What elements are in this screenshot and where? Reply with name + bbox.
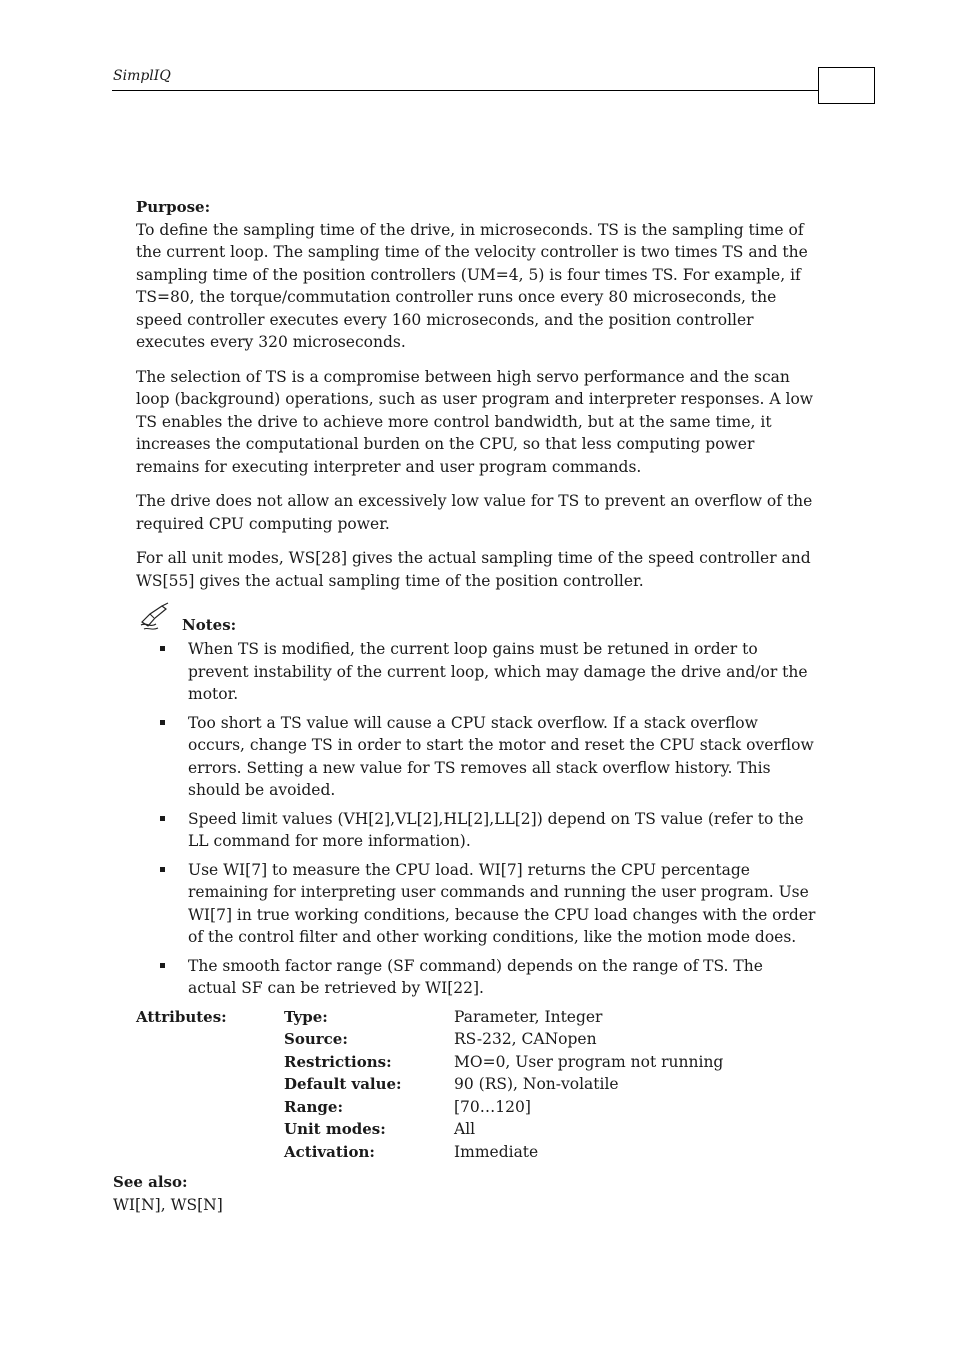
attribute-value: MO=0, User program not running — [454, 1052, 724, 1071]
note-text: The smooth factor range (SF command) depends on the range of TS. The actual SF can be retrieved by WI[22]. — [188, 956, 763, 997]
note-text: Speed limit values (VH[2],VL[2],HL[2],LL[2]) depend on TS value (refer to the LL command for more information). — [188, 809, 804, 850]
attribute-key: Restrictions: — [284, 1052, 392, 1071]
attribute-key: Default value: — [284, 1075, 402, 1093]
notes-header — [136, 608, 816, 638]
note-text: Too short a TS value will cause a CPU stack overflow. If a stack overflow occurs, change TS in order to start the motor and reset the CPU stack overflow errors. Setting a new value for TS removes all stack overflow history. This should be avoided. — [188, 713, 814, 799]
page-number-box — [818, 67, 875, 104]
purpose-paragraph: The drive does not allow an excessively low value for TS to prevent an overflow of the required CPU computing power. — [136, 492, 813, 533]
see-also-section — [113, 1171, 223, 1216]
attribute-key: Range: — [284, 1097, 344, 1116]
purpose-paragraph: To define the sampling time of the drive, in microseconds. TS is the sampling time of the current loop. The sampling time of the velocity controller is two times TS and the sampling time of the position controllers (UM=4, 5) is four times TS. For example, if TS=80, the torque/commutation controller runs once every 80 microseconds, the speed controller executes every 160 microseconds, and the position controller executes every 320 microseconds. — [136, 220, 808, 351]
list-item — [136, 712, 816, 802]
bullet-icon — [160, 646, 165, 651]
attributes-label: Attributes: — [136, 1007, 227, 1026]
attribute-value: [70…120] — [454, 1097, 531, 1116]
attribute-key: Type: — [284, 1007, 328, 1026]
notes-label: Notes: — [182, 616, 237, 634]
bullet-icon — [160, 720, 165, 725]
attribute-key: Source: — [284, 1030, 348, 1048]
see-also-links: WI[N], WS[N] — [113, 1195, 223, 1214]
writing-hand-icon — [138, 602, 172, 639]
purpose-paragraph: The selection of TS is a compromise between high servo performance and the scan loop (background) operations, such as user program and interpreter responses. A low TS enables the drive to achieve more control bandwidth, but at the same time, it increases the computational burden on the CPU, so that less computing power remains for executing interpreter and user program commands. — [136, 367, 814, 476]
note-text: Use WI[7] to measure the CPU load. WI[7] returns the CPU percentage remaining for interpreting user commands and running the user program. Use WI[7] in true working conditions, because the CPU load changes with the order of the control filter and other working conditions, like the motion mode does. — [188, 860, 816, 946]
attribute-key: Activation: — [284, 1142, 375, 1161]
list-item — [136, 808, 816, 853]
see-also-heading: See also: — [113, 1173, 188, 1191]
attribute-value: 90 (RS), Non-volatile — [454, 1075, 619, 1093]
attributes-table — [136, 1006, 816, 1161]
bullet-icon — [160, 867, 165, 872]
notes-list — [136, 638, 816, 1000]
list-item — [136, 859, 816, 949]
bullet-icon — [160, 963, 165, 968]
purpose-heading: Purpose: — [136, 198, 211, 216]
list-item — [136, 638, 816, 706]
note-text: When TS is modified, the current loop gains must be retuned in order to prevent instability of the current loop, which may damage the drive and/or the motor. — [188, 640, 808, 703]
bullet-icon — [160, 816, 165, 821]
attribute-value: Immediate — [454, 1142, 539, 1161]
running-header-title: SimplIQ — [113, 68, 171, 84]
header-rule — [112, 90, 819, 91]
purpose-paragraph: For all unit modes, WS[28] gives the actual sampling time of the speed controller and WS[55] gives the actual sampling time of the position controller. — [136, 549, 811, 590]
list-item — [136, 955, 816, 1000]
attribute-value: RS-232, CANopen — [454, 1030, 597, 1048]
attribute-value: All — [454, 1120, 476, 1138]
attribute-value: Parameter, Integer — [454, 1007, 603, 1026]
main-content — [136, 196, 816, 1161]
attribute-key: Unit modes: — [284, 1120, 386, 1138]
